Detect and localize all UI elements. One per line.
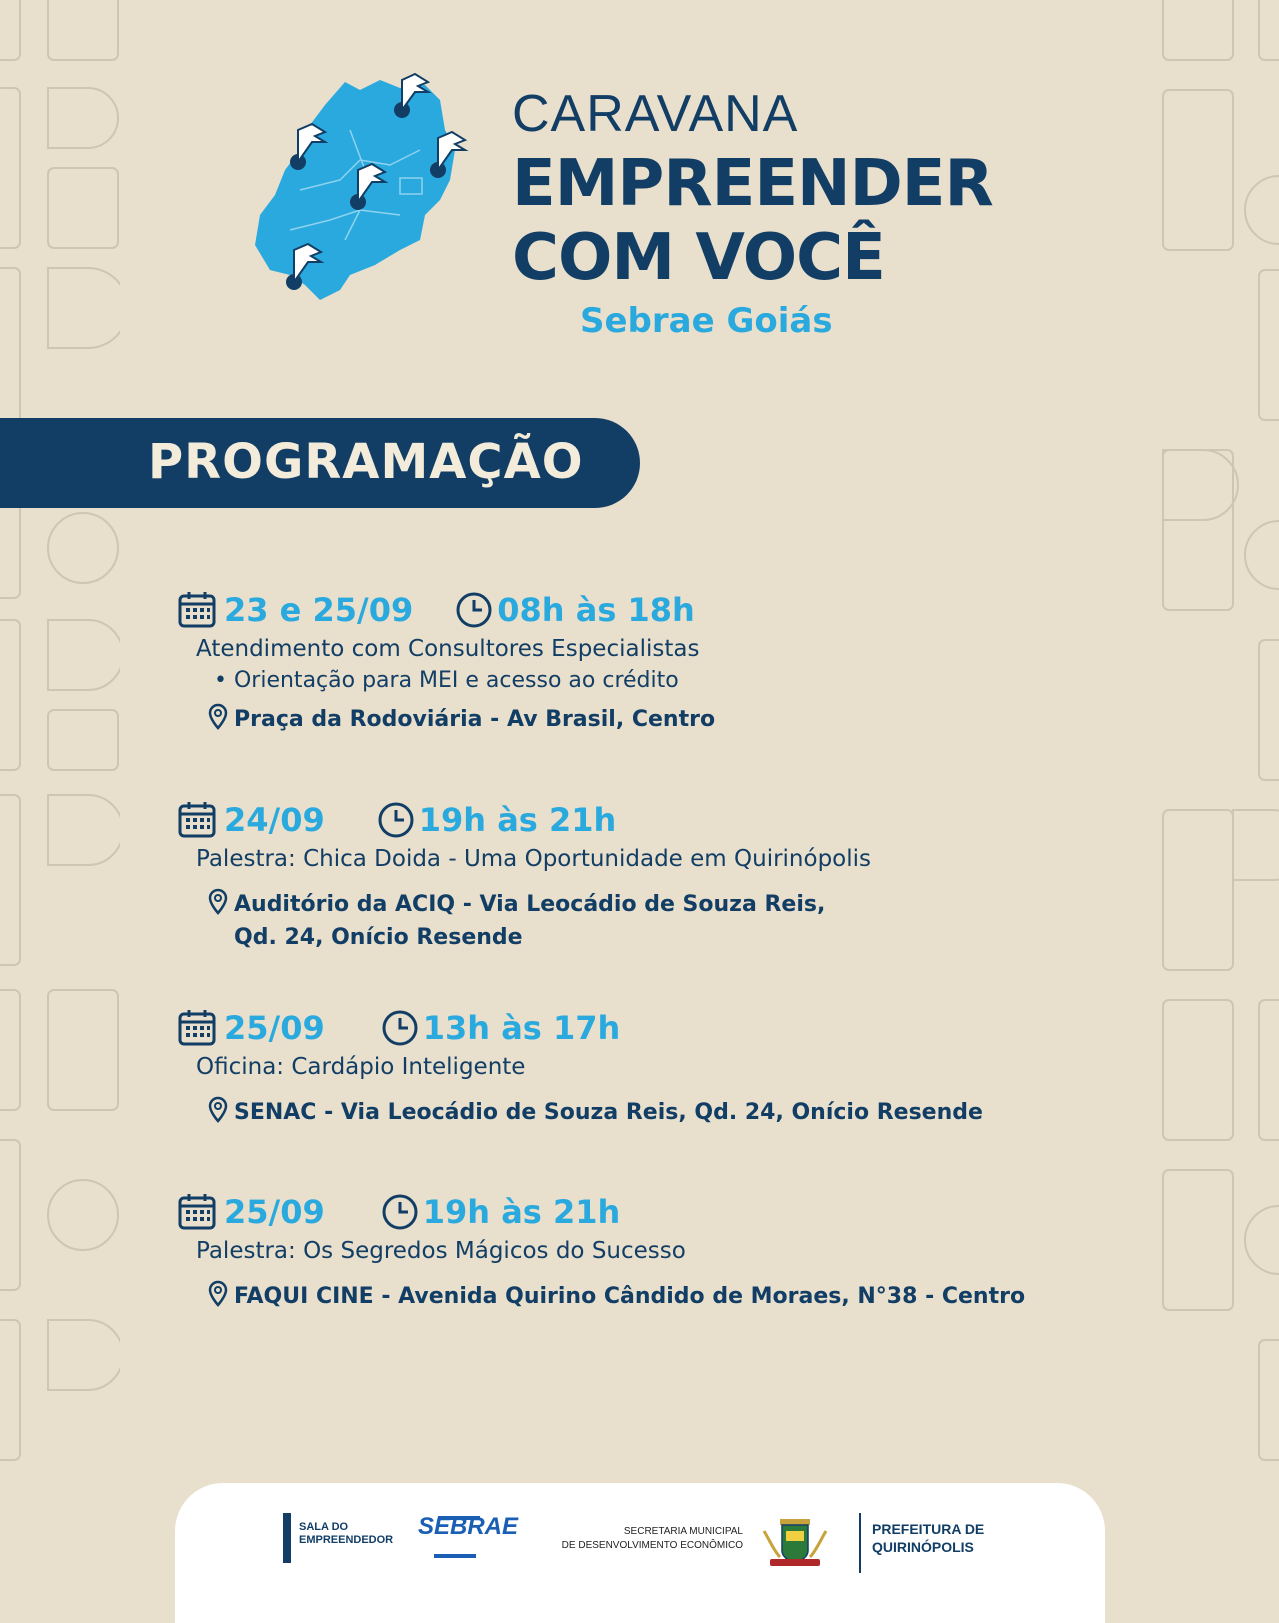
calendar-icon <box>178 1009 216 1047</box>
sala-line-1: SALA DO <box>299 1521 349 1533</box>
location-pin-icon <box>208 1096 228 1124</box>
event-date: 23 e 25/09 <box>224 591 414 629</box>
secretaria-line-1: SECRETARIA MUNICIPAL <box>623 1526 743 1537</box>
footer-logos <box>175 1483 1105 1623</box>
prefeitura-line-1: PREFEITURA DE <box>872 1521 985 1537</box>
secretaria-text <box>545 1525 743 1553</box>
event-location <box>208 888 1098 954</box>
clock-icon <box>381 1009 419 1047</box>
banner-label: PROGRAMAÇÃO <box>148 434 584 490</box>
event-item <box>178 1006 1098 1129</box>
event-item <box>178 798 1098 954</box>
event-location <box>208 703 1098 736</box>
location-line-1: FAQUI CINE - Avenida Quirino Cândido de Moraes, N°38 - Centro <box>234 1284 1026 1309</box>
event-time: 13h às 17h <box>422 1009 621 1047</box>
location-line-1: Praça da Rodoviária - Av Brasil, Centro <box>234 707 716 732</box>
event-date: 25/09 <box>224 1193 325 1231</box>
footer-separator <box>859 1513 861 1573</box>
event-bullet-text: Orientação para MEI e acesso ao crédito <box>233 668 679 693</box>
title-block <box>512 85 993 342</box>
event-item <box>178 1190 1098 1313</box>
location-line-1: Auditório da ACIQ - Via Leocádio de Souza Reis, <box>234 892 826 917</box>
event-title: Palestra: Os Segredos Mágicos do Sucesso <box>196 1238 686 1264</box>
calendar-icon <box>178 801 216 839</box>
right-decoration <box>1159 0 1279 1598</box>
title-com-voce: COM VOCÊ <box>512 220 885 295</box>
event-time: 08h às 18h <box>497 591 695 629</box>
event-time: 19h às 21h <box>418 801 617 839</box>
clock-icon <box>377 801 415 839</box>
event-title: Atendimento com Consultores Especialistas <box>196 636 700 662</box>
event-date: 24/09 <box>224 801 325 839</box>
location-pin-icon <box>208 1280 228 1308</box>
sala-line-2: EMPREENDEDOR <box>299 1534 394 1547</box>
event-date: 25/09 <box>224 1009 325 1047</box>
calendar-icon <box>178 1193 216 1231</box>
location-pin-icon <box>208 703 228 731</box>
event-title: Palestra: Chica Doida - Uma Oportunidade em Quirinópolis <box>196 846 872 872</box>
calendar-icon <box>178 591 216 629</box>
location-line-1: SENAC - Via Leocádio de Souza Reis, Qd. 24, Onício Resende <box>234 1100 983 1125</box>
header <box>250 70 1010 370</box>
event-title: Oficina: Cardápio Inteligente <box>196 1054 526 1080</box>
prefeitura-line-2: QUIRINÓPOLIS <box>872 1538 974 1555</box>
sebrae-logo: SEBRAE <box>418 1513 519 1540</box>
subtitle-sebrae-goias: Sebrae Goiás <box>580 301 833 342</box>
clock-icon <box>455 591 493 629</box>
event-bullet: • Orientação para MEI e acesso ao crédito <box>214 668 679 693</box>
title-caravana: CARAVANA <box>512 85 799 143</box>
programacao-banner <box>0 418 640 508</box>
event-location <box>208 1096 1098 1129</box>
clock-icon <box>381 1193 419 1231</box>
sala-do-empreendedor-logo <box>283 1513 394 1561</box>
location-line-2: Qd. 24, Onício Resende <box>234 925 523 950</box>
event-item <box>178 588 1098 736</box>
title-empreender: EMPREENDER <box>512 147 993 221</box>
location-pin-icon <box>208 888 228 916</box>
event-location <box>208 1280 1098 1313</box>
goias-map-icon <box>250 70 480 310</box>
left-decoration <box>0 0 120 1598</box>
secretaria-line-2: DE DESENVOLVIMENTO ECONÔMICO <box>561 1540 743 1551</box>
event-time: 19h às 21h <box>422 1193 621 1231</box>
quirinopolis-crest-icon <box>760 1511 830 1571</box>
prefeitura-text <box>872 1521 984 1556</box>
